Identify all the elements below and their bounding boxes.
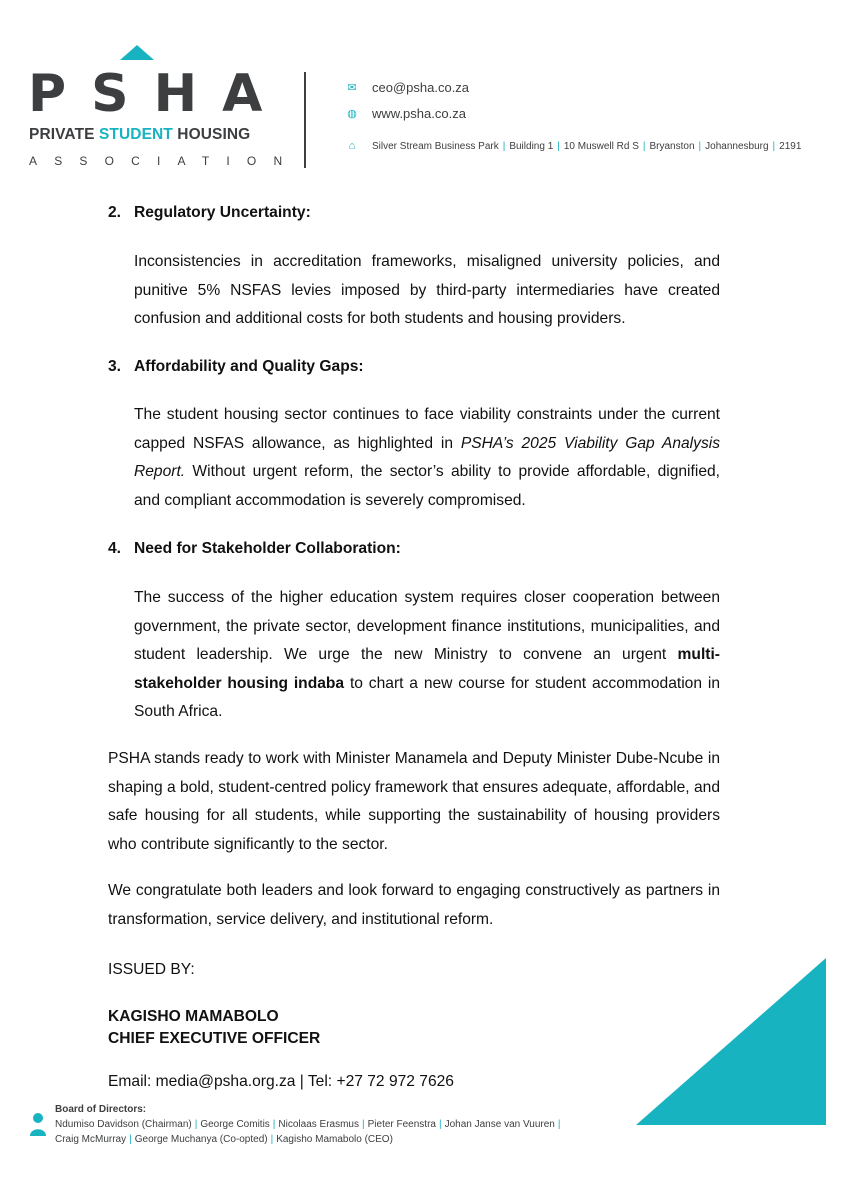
logo-triangle-icon [120, 45, 154, 60]
header-divider [304, 72, 306, 168]
paragraph-ready: PSHA stands ready to work with Minister Manamela and Deputy Minister Dube-Ncube in shaping a bold, student-centred policy framework that ensures adequate, affordable, and safe housing for all students, while supporting the sustainability of housing providers who contribute significantly to the sector. [108, 750, 720, 853]
section-heading-2: 2. Regulatory Uncertainty: [108, 204, 311, 221]
section-paragraph-4: The success of the higher education system requires closer cooperation between government, the private sector, development finance institutions, municipalities, and student leadership. We urge the new Ministry to convene an urgent multi-stakeholder housing indaba to chart a new course for student accommodation in South Africa. [134, 589, 720, 720]
board-heading: Board of Directors: [55, 1104, 147, 1115]
section-heading-4: 4. Need for Stakeholder Collaboration: [108, 540, 401, 557]
board-members-line2: Craig McMurray | George Muchanya (Co-opted) | Kagisho Mamabolo (CEO) [55, 1134, 393, 1145]
issuer-name: KAGISHO MAMABOLO [108, 1008, 279, 1025]
contact-website[interactable]: ◍ www.psha.co.za [347, 106, 466, 121]
mail-icon: ✉ [347, 82, 357, 94]
board-members-line1: Ndumiso Davidson (Chairman) | George Comitis | Nicolaas Erasmus | Pieter Feenstra | Johan Janse van Vuuren | [55, 1119, 561, 1130]
logo-tagline: PRIVATE STUDENT HOUSING [29, 126, 251, 143]
section-paragraph-2: Inconsistencies in accreditation frameworks, misaligned university policies, and punitive 5% NSFAS levies imposed by third-party intermediaries have created confusion and additional costs for both students and housing providers. [134, 253, 720, 327]
logo-wordmark: PSHA [28, 64, 288, 124]
home-icon: ⌂ [348, 140, 356, 152]
logo-association: ASSOCIATION [29, 154, 300, 168]
issued-by-label: ISSUED BY: [108, 961, 195, 978]
globe-icon: ◍ [347, 108, 357, 120]
corner-triangle-decoration [636, 958, 826, 1125]
section-heading-3: 3. Affordability and Quality Gaps: [108, 358, 364, 375]
person-icon [28, 1110, 48, 1138]
issuer-contact: Email: media@psha.org.za | Tel: +27 72 972 7626 [108, 1073, 454, 1090]
contact-email[interactable]: ✉ ceo@psha.co.za [347, 80, 470, 95]
section-paragraph-3: The student housing sector continues to face viability constraints under the current capped NSFAS allowance, as highlighted in PSHA’s 2025 Viability Gap Analysis Report. Without urgent reform, the sector’s ability to provide affordable, dignified, and compliant accommodation is severely compromised. [134, 406, 720, 509]
issuer-title: CHIEF EXECUTIVE OFFICER [108, 1030, 321, 1047]
psha-logo [28, 40, 300, 170]
paragraph-congratulate: We congratulate both leaders and look forward to engaging constructively as partners in transformation, service delivery, and institutional reform. [108, 882, 720, 928]
contact-address: ⌂ Silver Stream Business Park | Building 1 | 10 Muswell Rd S | Bryanston | Johannesburg | 2191 [346, 140, 801, 152]
